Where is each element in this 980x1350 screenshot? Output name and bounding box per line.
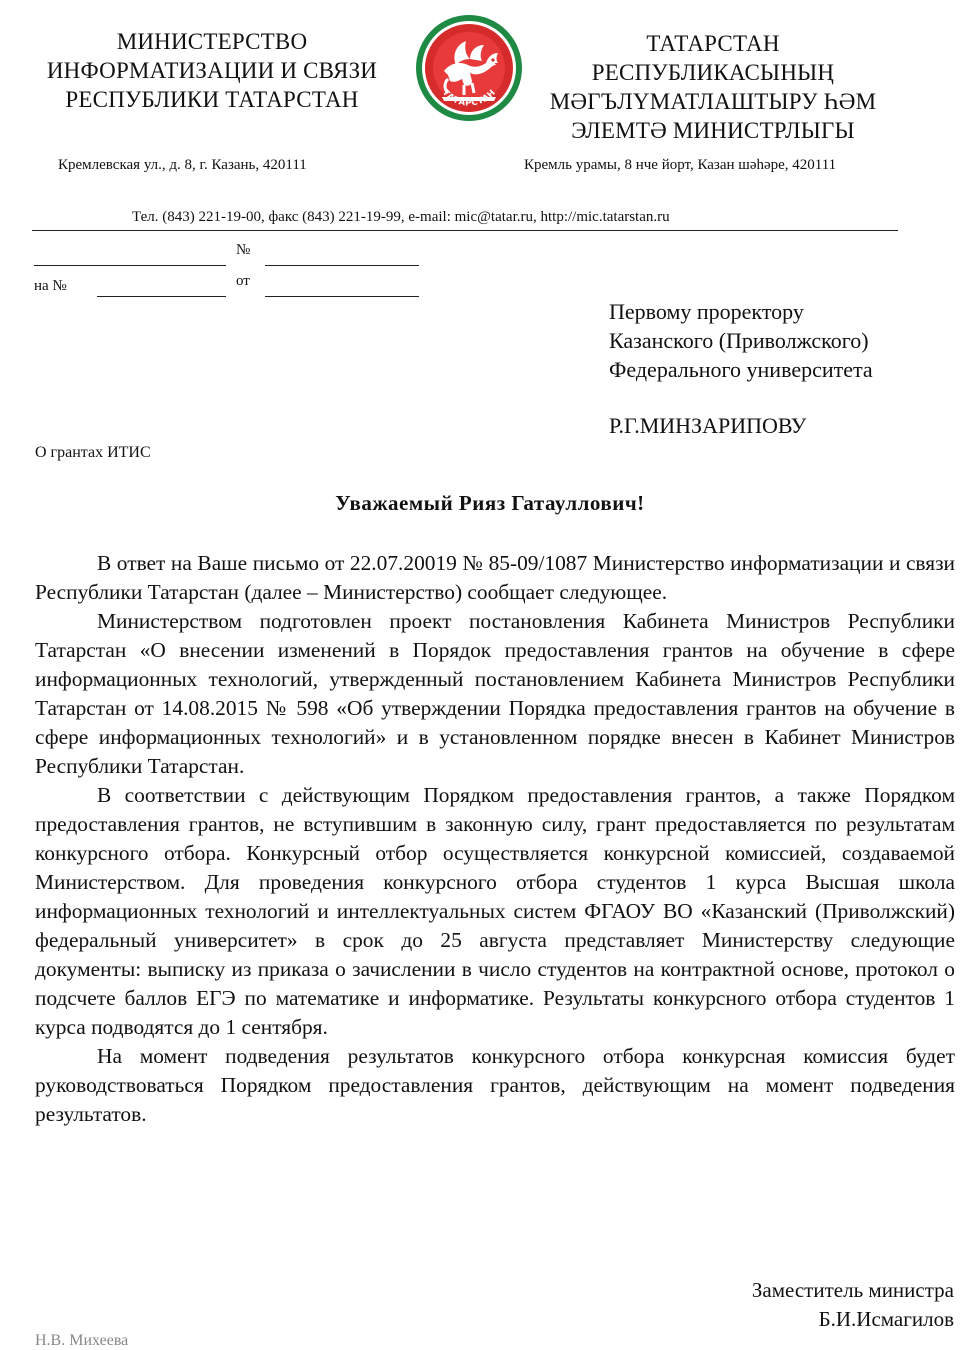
letter-subject: О грантах ИТИС [35,444,151,461]
ministry-name-ru-line: РЕСПУБЛИКИ ТАТАРСТАН [65,87,359,112]
outgoing-number-line [265,265,419,266]
signer-position: Заместитель министра [751,1278,954,1302]
addressee-block [609,297,873,384]
addressee-line: Федерального университета [609,357,873,382]
body-paragraph: На момент подведения результатов конкурсного отбора конкурсная комиссия будет руководствоваться Порядком предоставления грантов, действующим на момент подведения результатов. [35,1044,955,1126]
letter-body [35,549,955,1129]
emblem-text: ТАТАРСТАН [439,87,499,109]
ministry-name-tt-line: МӘГЪЛҮМАТЛАШТЫРУ ҺӘМ [549,89,877,114]
reply-to-number-line [97,296,226,297]
ministry-name-ru [22,27,402,114]
signer-name: Б.И.Исмагилов [818,1307,954,1331]
executor-name: Н.В. Михеева [35,1332,129,1349]
addressee-line: Первому проректору [609,299,804,324]
ministry-name-tt-line: РЕСПУБЛИКАСЫНЫҢ [591,60,835,85]
body-paragraph: Министерством подготовлен проект постановления Кабинета Министров Республики Татарстан «О внесении изменений в Порядок предоставления грантов на обучение в сфере информационных технологий, утвержденный постановлением Кабинета Министров Республики Татарстан от 14.08.2015 № 598 «Об утверждении Порядка предоставления грантов на обучение в сфере информационных технологий» и в установленном порядке внесен в Кабинет Министров Республики Татарстан. [35,609,955,778]
body-paragraph: В ответ на Ваше письмо от 22.07.20019 № 85-09/1087 Министерство информатизации и связи Республики Татарстан (далее – Министерство) сообщает следующее. [35,551,955,604]
salutation: Уважаемый Рияз Гатауллович! [335,491,645,515]
outgoing-date-line [34,265,226,266]
addressee-line: Казанского (Приволжского) [609,328,869,353]
number-label: № [236,242,251,258]
ministry-name-tt-line: ТАТАРСТАН [646,31,780,56]
contact-info: Тел. (843) 221-19-00, факс (843) 221-19-99, e-mail: mic@tatar.ru, http://mic.tatarstan.ru [132,209,670,225]
ministry-name-tt [528,29,898,145]
body-paragraph: В соответствии с действующим Порядком предоставления грантов, а также Порядком предоставления грантов, не вступившим в законную силу, грант предоставляется по результатам конкурсного отбора. Конкурсный отбор осуществляется конкурсной комиссией, создаваемой Министерством. Для проведения конкурсного отбора студентов 1 курса Высшая школа информационных технологий и интеллектуальных систем ФГАОУ ВО «Казанский (Приволжский) федеральный университет» в срок до 25 августа представляет Министерству следующие документы: выписку из приказа о зачислении в число студентов на контрактной основе, протокол о подсчете баллов ЕГЭ по математике и информатике. Результаты конкурсного отбора студентов 1 курса подводятся до 1 сентября. [35,783,955,1039]
ministry-name-ru-line: МИНИСТЕРСТВО [116,29,308,54]
from-label: от [236,273,250,289]
reply-to-date-line [265,296,419,297]
ministry-name-ru-line: ИНФОРМАТИЗАЦИИ И СВЯЗИ [46,58,378,83]
address-ru: Кремлевская ул., д. 8, г. Казань, 420111 [58,157,307,173]
address-tt: Кремль урамы, 8 нче йорт, Казан шәһәре, 420111 [524,157,837,173]
ministry-name-tt-line: ЭЛЕМТӘ МИНИСТРЛЫГЫ [571,118,855,143]
addressee-name: Р.Г.МИНЗАРИПОВУ [609,413,807,438]
tatarstan-emblem-icon [414,13,524,123]
header-divider [32,230,898,231]
signature-block [752,1276,954,1334]
reply-to-label: на № [34,278,67,294]
